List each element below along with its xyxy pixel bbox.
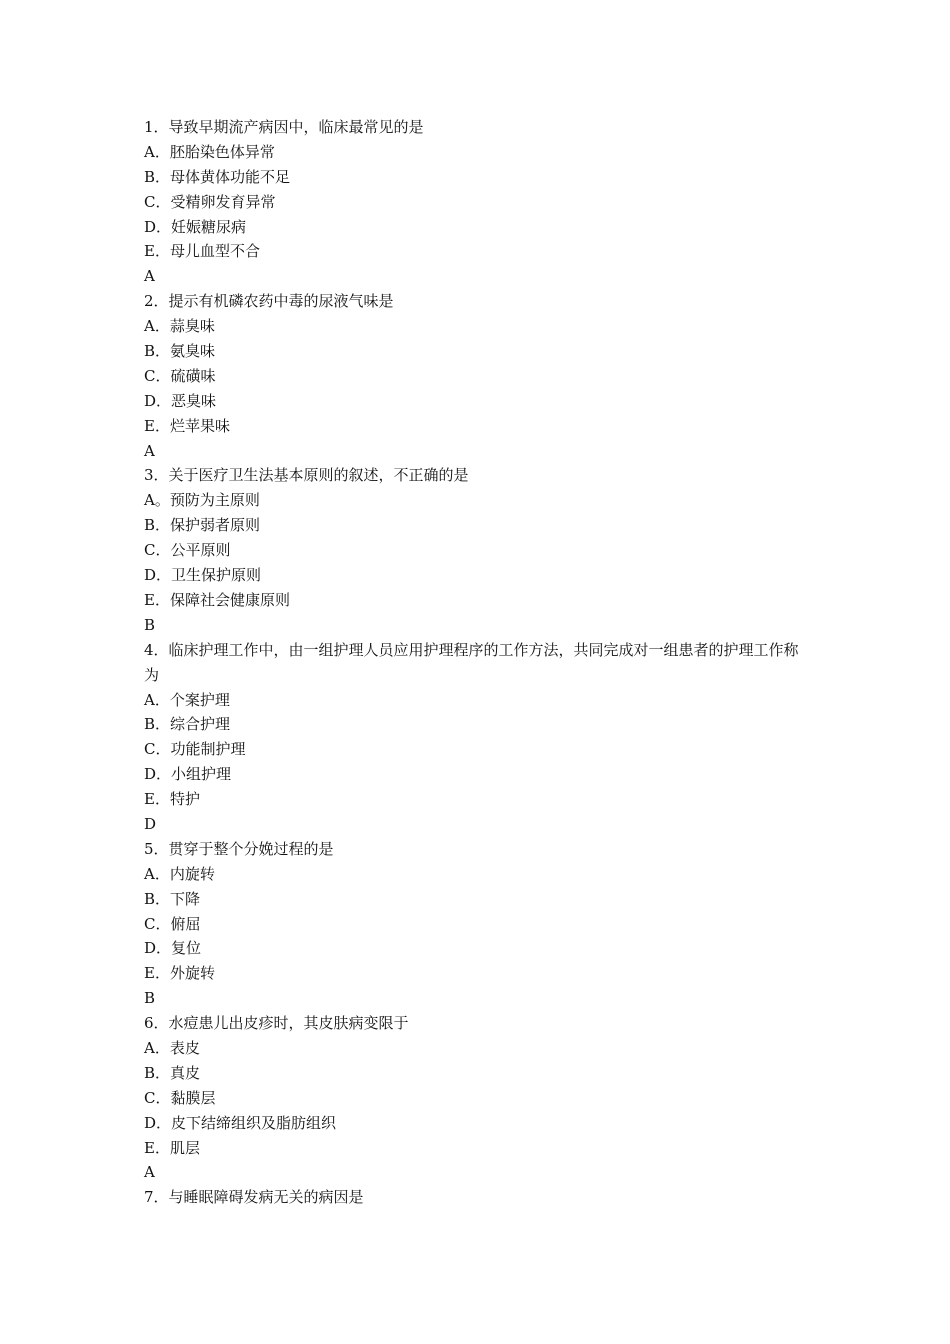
option-a: A．表皮 — [144, 1038, 200, 1057]
option-c: C．硫磺味 — [144, 366, 216, 385]
option-b: B．保护弱者原则 — [144, 516, 261, 535]
option-a: A．内旋转 — [144, 864, 215, 883]
option-d: D．恶臭味 — [144, 391, 217, 410]
option-d: D．小组护理 — [144, 765, 232, 784]
option-e: E．母儿血型不合 — [144, 242, 260, 261]
answer: B — [144, 615, 156, 634]
option-a: A．胚胎染色体异常 — [144, 142, 275, 161]
option-e: E．外旋转 — [144, 964, 215, 983]
option-e: E．保障社会健康原则 — [144, 590, 290, 609]
option-e: E．肌层 — [144, 1138, 200, 1157]
option-c: C．受精卵发育异常 — [144, 192, 276, 211]
option-a: A。预防为主原则 — [144, 491, 260, 510]
option-e: E．烂苹果味 — [144, 416, 230, 435]
question-stem: 6．水痘患儿出皮疹时，其皮肤病变限于 — [144, 1014, 409, 1033]
option-c: C．黏膜层 — [144, 1088, 216, 1107]
question-stem: 5．贯穿于整个分娩过程的是 — [144, 839, 334, 858]
option-a: A．个案护理 — [144, 690, 230, 709]
option-d: D．皮下结缔组织及脂肪组织 — [144, 1113, 337, 1132]
answer: D — [144, 814, 157, 833]
option-d: D．卫生保护原则 — [144, 566, 262, 585]
option-b: B．母体黄体功能不足 — [144, 167, 291, 186]
option-d: D．复位 — [144, 939, 202, 958]
answer: A — [144, 267, 155, 286]
option-d: D．妊娠糖尿病 — [144, 217, 247, 236]
option-b: B．综合护理 — [144, 715, 231, 734]
option-b: B．氨臭味 — [144, 342, 216, 361]
option-b: B．真皮 — [144, 1063, 201, 1082]
option-c: C．功能制护理 — [144, 740, 246, 759]
option-c: C．俯屈 — [144, 914, 201, 933]
answer: B — [144, 989, 156, 1008]
option-b: B．下降 — [144, 889, 201, 908]
option-a: A．蒜臭味 — [144, 317, 215, 336]
question-stem: 4．临床护理工作中，由一组护理人员应用护理程序的工作方法，共同完成对一组患者的护理工作称为 — [144, 640, 799, 684]
question-stem: 7．与睡眠障碍发病无关的病因是 — [144, 1188, 364, 1207]
option-c: C．公平原则 — [144, 541, 231, 560]
document-body — [144, 115, 810, 1210]
option-e: E．特护 — [144, 790, 200, 809]
question-stem: 2．提示有机磷农药中毒的尿液气味是 — [144, 292, 394, 311]
question-stem: 1．导致早期流产病因中，临床最常见的是 — [144, 118, 424, 136]
answer: A — [144, 441, 155, 460]
question-stem: 3．关于医疗卫生法基本原则的叙述，不正确的是 — [144, 466, 469, 485]
answer: A — [144, 1163, 155, 1182]
